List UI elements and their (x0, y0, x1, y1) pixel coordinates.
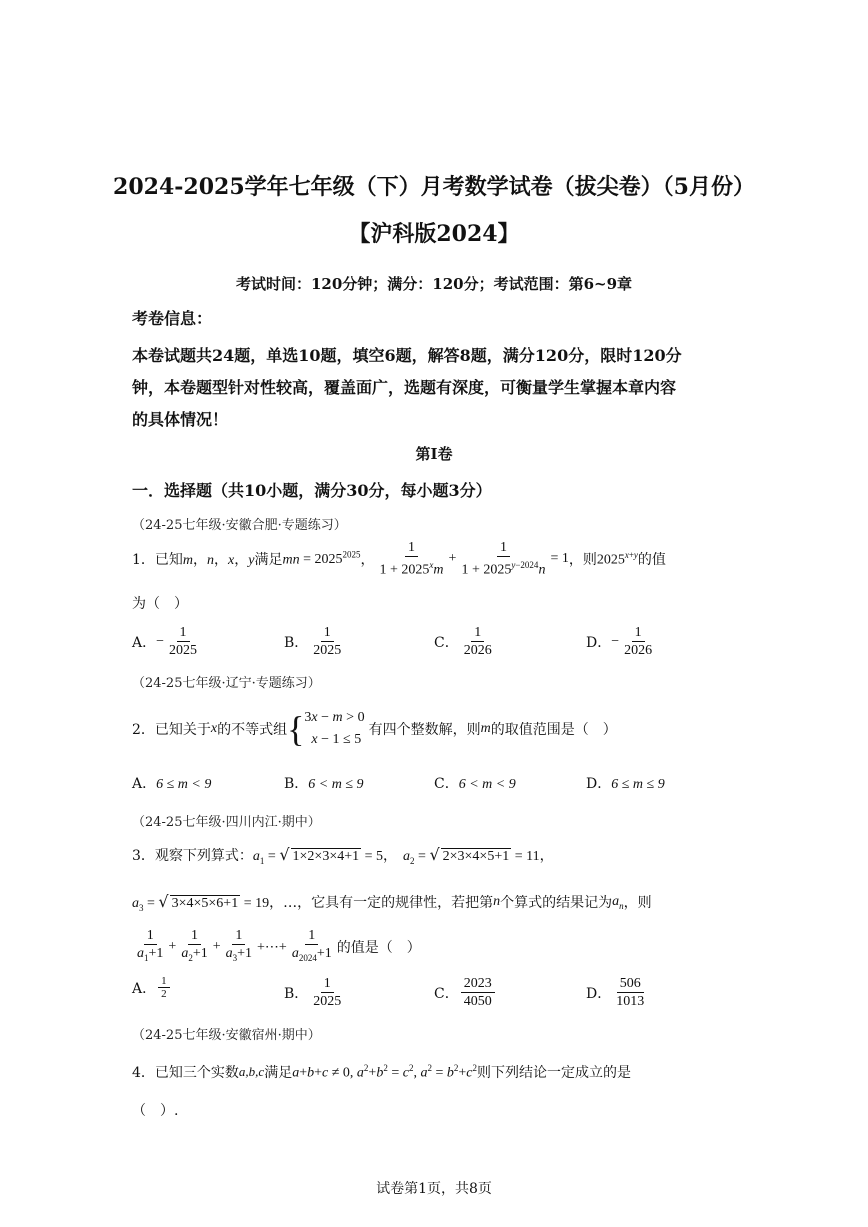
q1-prefix: 1．已知 (132, 552, 183, 568)
option-a[interactable]: A． − $\frac{1}{2025}$ (132, 625, 198, 658)
q1-target: $2025^{x+y}$ (596, 549, 638, 568)
question-3-series: $\frac{1}{a_1+1}$ + $\frac{1}{a_2+1}$ + $\frac{1}{a_3+1}$ +⋯+ $\frac{1}{a_{2024}+1}$ 的值是（ ） (137, 928, 421, 963)
q1-fraction-b: $\frac{1}{1 + 2025^{y-2024}n}$ (461, 540, 546, 578)
option-b[interactable]: B．6 < m ≤ 9 (284, 776, 364, 792)
q1-vars: m，n，x，y (182, 553, 255, 568)
question-1-stem: 1．已知 m，n，x，y 满足 mn = $2025^{2025}$ ， $\frac{1}{1 + 2025^xm}$ + $\frac{1}{1 + 2025^{y-2024}n}$ = 1 ，则 $2025^{x+y}$ 的值 (132, 540, 666, 578)
question-source: （24-25七年级·四川内江·期中） (132, 815, 321, 830)
option-a[interactable]: A．6 ≤ m < 9 (132, 776, 212, 792)
option-c[interactable]: C． $\frac{2023}{4050}$ (434, 975, 497, 1010)
q1-mid: 满足 (254, 552, 283, 568)
question-source: （24-25七年级·安徽合肥·专题练习） (132, 518, 347, 533)
question-source: （24-25七年级·安徽宿州·期中） (132, 1028, 321, 1043)
option-d[interactable]: D． $\frac{506}{1013}$ (586, 976, 645, 1009)
info-line: 钟，本卷题型针对性较高，覆盖面广，选题有深度，可衡量学生掌握本章内容 (132, 378, 677, 397)
page-footer: 试卷第1页，共8页 (376, 1181, 492, 1197)
question-1-stem-line2: 为（ ） (132, 596, 188, 612)
section-heading: 一．选择题（共10小题，满分30分，每小题3分） (132, 481, 492, 500)
option-d[interactable]: D．6 ≤ m ≤ 9 (586, 776, 665, 792)
inequality-system: 3x − m > 0 x − 1 ≤ 5 (304, 710, 365, 747)
option-d[interactable]: D． − $\frac{1}{2026}$ (586, 625, 653, 658)
question-2-stem: 2．已知关于 x 的不等式组 { 3x − m > 0 x − 1 ≤ 5 有四个整数解，则 m 的取值范围是（ ） (132, 709, 617, 749)
q1-formula-mn: mn = $2025^{2025}$ (282, 549, 361, 568)
option-c[interactable]: C．6 < m < 9 (434, 776, 516, 792)
exam-title: 2024-2025学年七年级（下）月考数学试卷（拔尖卷）（5月份） (113, 174, 755, 200)
info-line: 的具体情况！ (132, 410, 229, 429)
q1-end: 的值 (637, 552, 666, 568)
question-4-stem-line2: （ ）. (132, 1103, 179, 1119)
volume-label: 第I卷 (415, 445, 453, 463)
question-source: （24-25七年级·辽宁·专题练习） (132, 676, 321, 691)
question-3-stem-line2: $a_3$ = √ 3×4×5×6+1 = 19 ，…，它具有一定的规律性，若把第 n 个算式的结果记为 $a_n$ ，则 (132, 892, 652, 913)
option-b[interactable]: B． $\frac{1}{2025}$ (284, 625, 342, 658)
option-b[interactable]: B． $\frac{1}{2025}$ (284, 976, 342, 1009)
info-heading: 考卷信息： (132, 309, 213, 328)
question-4-stem: 4．已知三个实数 a,b,c 满足 a+b+c ≠ 0, $a^2+b^2 = c^2$, $a^2 = b^2+c^2$ 则下列结论一定成立的是 (132, 1062, 631, 1081)
q1-tail: ，则 (568, 552, 597, 568)
q1-fraction-a: $\frac{1}{1 + 2025^xm}$ (379, 540, 444, 578)
info-line: 本卷试题共24题，单选10题，填空6题，解答8题，满分120分，限时120分 (132, 346, 682, 365)
exam-meta: 考试时间：120分钟；满分：120分；考试范围：第6~9章 (235, 275, 633, 293)
option-a[interactable]: A． $\frac{1}{2}$ (132, 975, 172, 1000)
question-3-stem: 3．观察下列算式： $a_1$ = √ 1×2×3×4+1 = 5， $a_2$ = √ 2×3×4×5+1 = 11， (132, 845, 554, 866)
exam-subtitle: 【沪科版2024】 (348, 221, 520, 247)
system-brace: { (287, 709, 305, 749)
option-c[interactable]: C． $\frac{1}{2026}$ (434, 625, 492, 658)
